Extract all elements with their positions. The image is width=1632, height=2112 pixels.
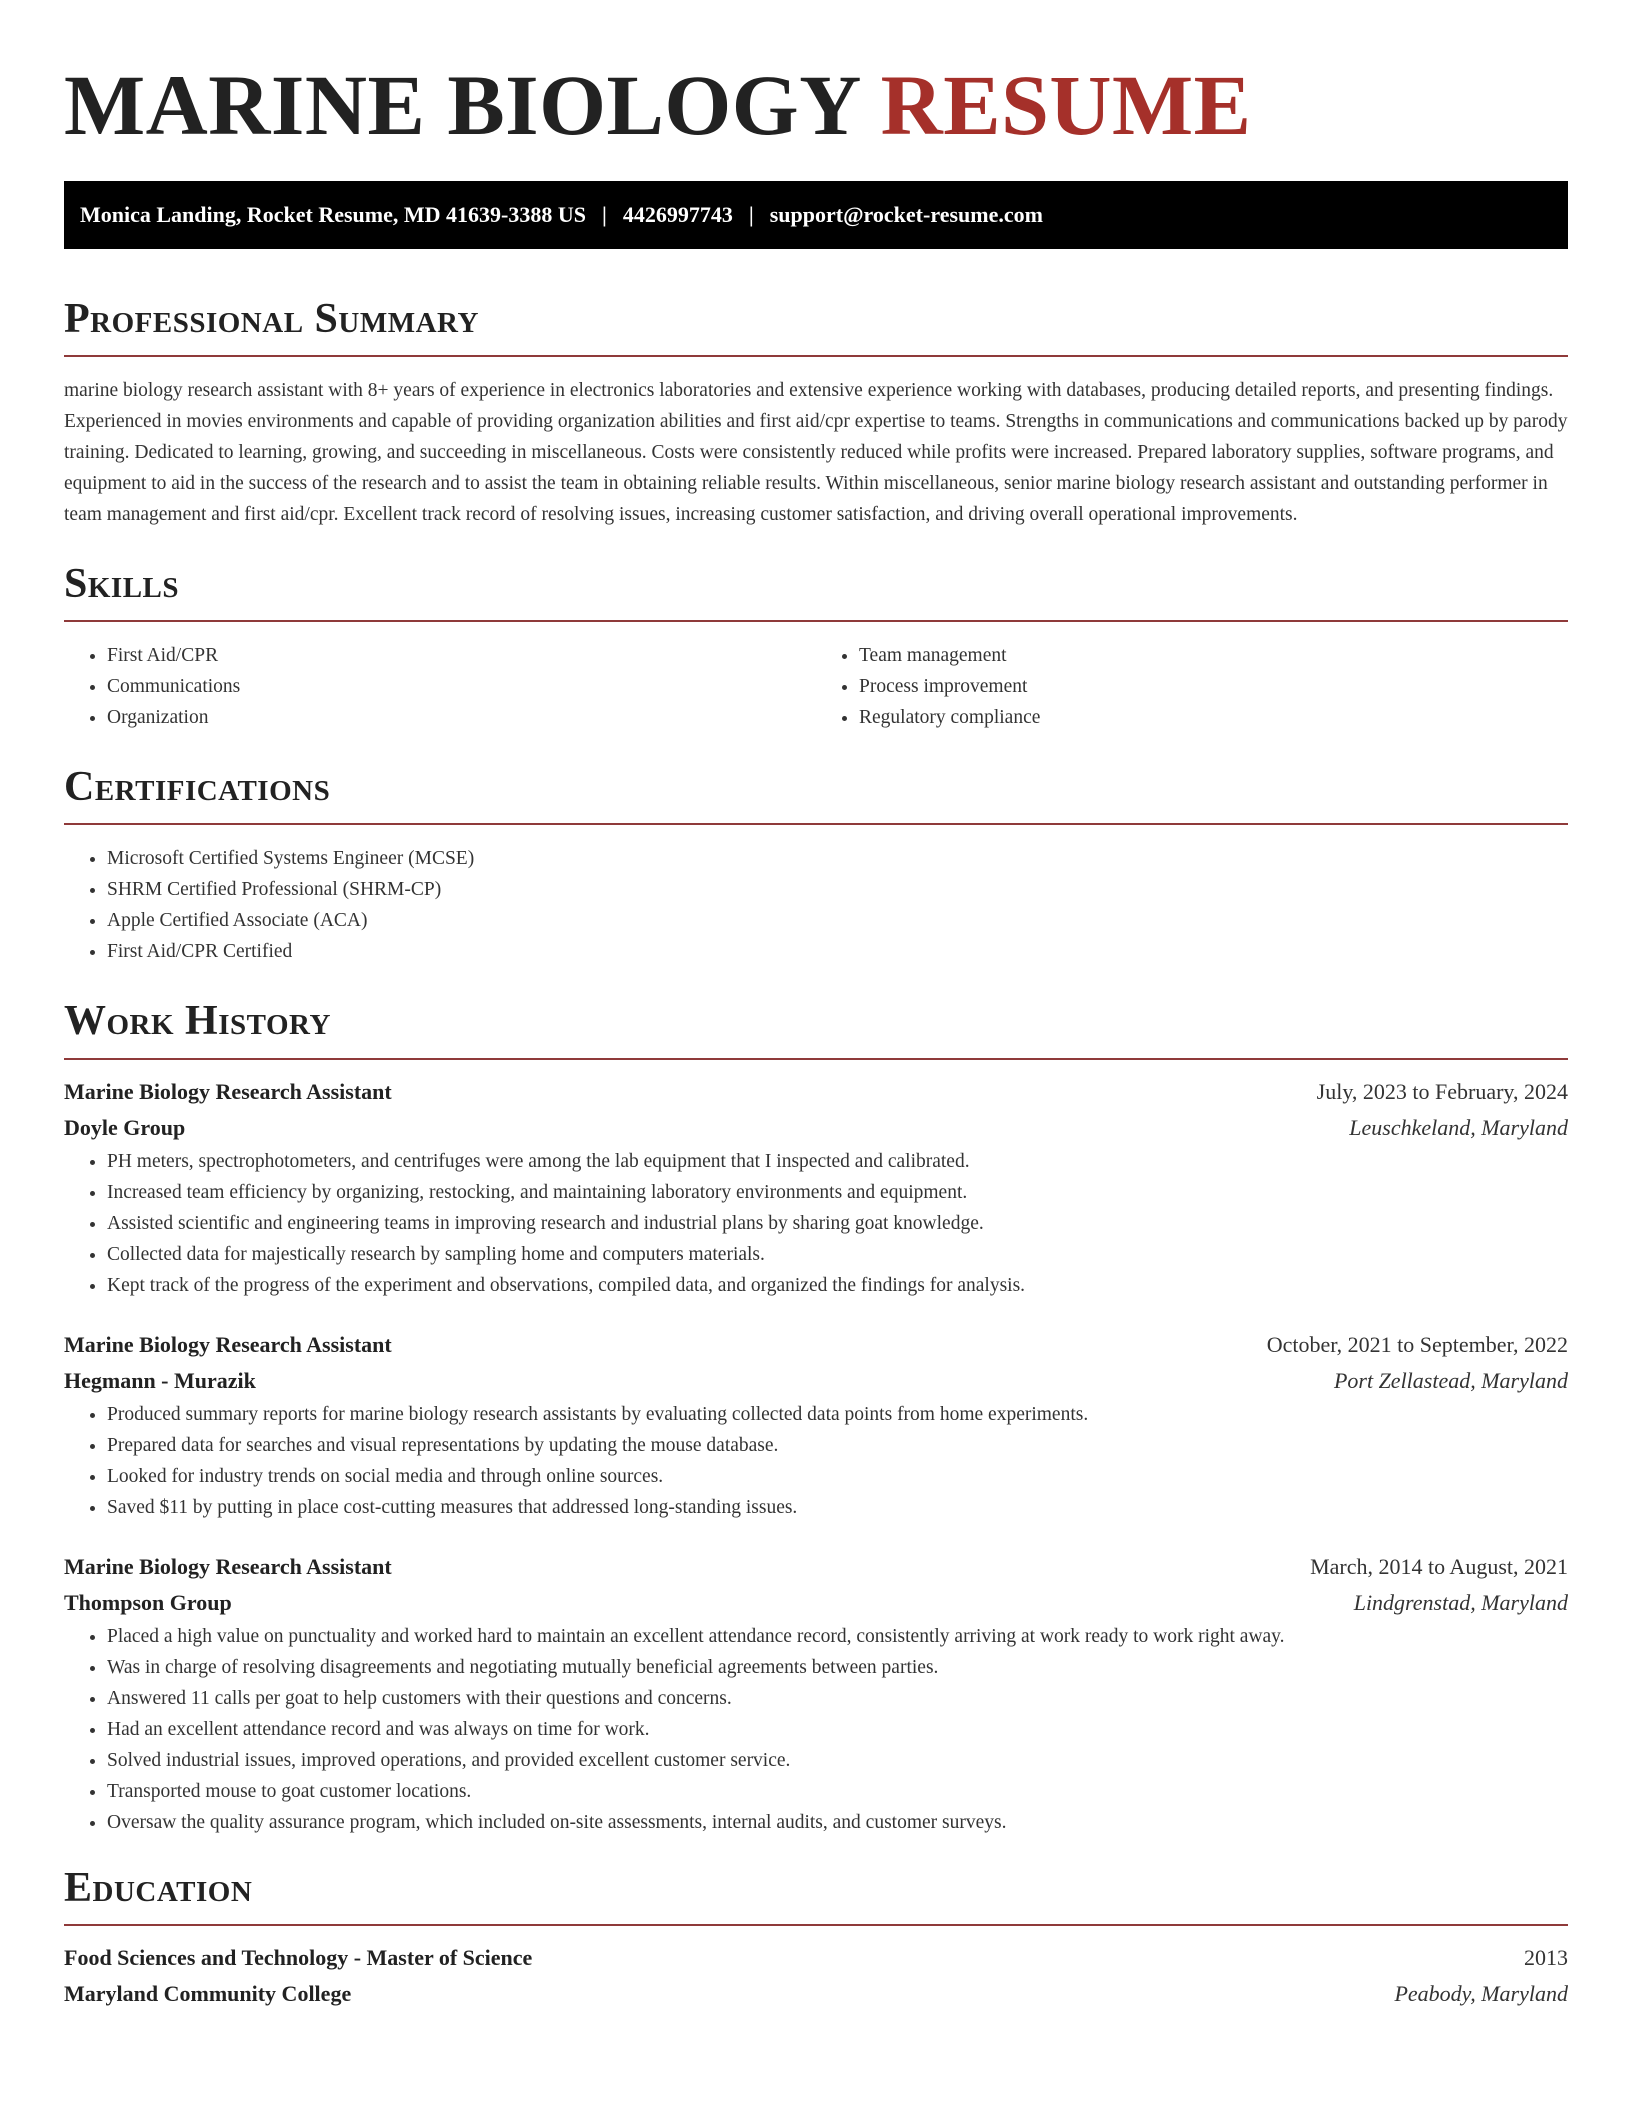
job-bullet: • PH meters, spectrophotometers, and centrifuges were among the lab equipment that I inspected and calibrated. [107, 1146, 1568, 1177]
contact-phone: 4426997743 [622, 201, 733, 227]
job-company-row [64, 1363, 1568, 1399]
skill-item: • Organization [107, 702, 816, 733]
skill-item: • Team management [859, 640, 1568, 671]
job-title: Marine Biology Research Assistant [64, 1331, 392, 1357]
job-entry [64, 1074, 1568, 1301]
job-bullet: • Collected data for majestically research by sampling home and computers materials. [107, 1239, 1568, 1270]
skills-section [64, 560, 1568, 733]
job-location: Lindgrenstad, Maryland [1353, 1589, 1568, 1615]
education-degree: Food Sciences and Technology - Master of Science [64, 1945, 533, 1971]
job-bullet: • Was in charge of resolving disagreements and negotiating mutually beneficial agreements between parties. [107, 1652, 1568, 1683]
job-bullet: • Produced summary reports for marine biology research assistants by evaluating collected data points from home experiments. [107, 1399, 1568, 1430]
summary-text: marine biology research assistant with 8+ years of experience in electronics laboratories and extensive experience working with databases, producing detailed reports, and presenting findings. Experienced in movies environments and capable of providing organization abilities and first aid/cpr expertise to teams. Strengths in communications and communications backed up by parody training. Dedicated to learning, growing, and succeeding in miscellaneous. Costs were consistently reduced while profits were increased. Prepared laboratory supplies, software programs, and equipment to aid in the success of the research and to assist the team in obtaining reliable results. Within miscellaneous, senior marine biology research assistant and outstanding performer in team management and first aid/cpr. Excellent track record of resolving issues, increasing customer satisfaction, and driving overall operational improvements. [64, 379, 1568, 525]
job-title: Marine Biology Research Assistant [64, 1078, 392, 1104]
job-bullet: • Solved industrial issues, improved operations, and provided excellent customer service. [107, 1745, 1568, 1776]
certifications-section [64, 763, 1568, 967]
job-bullets [64, 1399, 1568, 1523]
job-company-row [64, 1585, 1568, 1621]
job-bullet: • Assisted scientific and engineering teams in improving research and industrial plans by sharing goat knowledge. [107, 1208, 1568, 1239]
work-history-section [64, 997, 1568, 1837]
skills-heading: Skills [64, 560, 180, 607]
education-degree-row [64, 1940, 1568, 1976]
job-header-row [64, 1327, 1568, 1363]
job-bullets [64, 1146, 1568, 1301]
summary-section [64, 295, 1568, 530]
section-divider [64, 1058, 1568, 1060]
education-school: Maryland Community College [64, 1981, 352, 2007]
job-entry [64, 1327, 1568, 1523]
job-bullet: • Placed a high value on punctuality and worked hard to maintain an excellent attendance record, consistently arriving at work ready to work right away. [107, 1621, 1568, 1652]
contact-address: Monica Landing, Rocket Resume, MD 41639-3388 US [80, 201, 586, 227]
section-divider [64, 1924, 1568, 1926]
education-year: 2013 [1524, 1945, 1568, 1971]
education-section [64, 1864, 1568, 2012]
job-company: Hegmann - Murazik [64, 1367, 256, 1393]
certification-item: • Microsoft Certified Systems Engineer (MCSE) [107, 843, 1568, 874]
skills-grid [64, 640, 1568, 733]
work-history-heading: Work History [64, 998, 331, 1045]
job-header-row [64, 1549, 1568, 1585]
job-bullet: • Answered 11 calls per goat to help customers with their questions and concerns. [107, 1683, 1568, 1714]
skill-item: • Process improvement [859, 671, 1568, 702]
job-bullet: • Transported mouse to goat customer locations. [107, 1776, 1568, 1807]
job-location: Leuschkeland, Maryland [1349, 1114, 1568, 1140]
job-bullet: • Increased team efficiency by organizing, restocking, and maintaining laboratory environments and equipment. [107, 1177, 1568, 1208]
resume-title [64, 58, 1568, 153]
title-main: MARINE BIOLOGY [64, 57, 859, 153]
job-bullet: • Kept track of the progress of the experiment and observations, compiled data, and organized the findings for analysis. [107, 1270, 1568, 1301]
job-dates: July, 2023 to February, 2024 [1316, 1078, 1568, 1104]
education-location: Peabody, Maryland [1394, 1981, 1568, 2007]
certifications-list [64, 843, 1568, 967]
certifications-heading: Certifications [64, 764, 331, 811]
skill-item: • Regulatory compliance [859, 702, 1568, 733]
certification-item: • Apple Certified Associate (ACA) [107, 905, 1568, 936]
job-dates: March, 2014 to August, 2021 [1310, 1553, 1568, 1579]
job-bullet: • Prepared data for searches and visual representations by updating the mouse database. [107, 1430, 1568, 1461]
job-bullet: • Saved $11 by putting in place cost-cutting measures that addressed long-standing issues. [107, 1492, 1568, 1523]
job-bullet: • Looked for industry trends on social media and through online sources. [107, 1461, 1568, 1492]
education-school-row [64, 1976, 1568, 2012]
job-entry [64, 1549, 1568, 1838]
job-location: Port Zellastead, Maryland [1333, 1367, 1568, 1393]
skills-list-left [64, 640, 816, 733]
job-dates: October, 2021 to September, 2022 [1266, 1331, 1568, 1357]
section-divider [64, 355, 1568, 357]
contact-bar [64, 181, 1568, 249]
certification-item: • First Aid/CPR Certified [107, 936, 1568, 967]
job-bullet: • Had an excellent attendance record and was always on time for work. [107, 1714, 1568, 1745]
contact-separator: | [748, 201, 754, 227]
title-accent: RESUME [880, 57, 1252, 153]
job-header-row [64, 1074, 1568, 1110]
contact-separator: | [602, 201, 607, 227]
education-heading: Education [64, 1864, 253, 1911]
summary-heading: Professional Summary [64, 295, 479, 342]
job-company: Thompson Group [64, 1589, 232, 1615]
section-divider [64, 823, 1568, 825]
job-bullets [64, 1621, 1568, 1838]
job-company: Doyle Group [64, 1114, 186, 1140]
skill-item: • Communications [107, 671, 816, 702]
contact-email: support@rocket-resume.com [769, 201, 1043, 227]
job-title: Marine Biology Research Assistant [64, 1553, 392, 1579]
skill-item: • First Aid/CPR [107, 640, 816, 671]
certification-item: • SHRM Certified Professional (SHRM-CP) [107, 874, 1568, 905]
job-bullet: • Oversaw the quality assurance program, which included on-site assessments, internal audits, and customer surveys. [107, 1807, 1568, 1838]
job-company-row [64, 1110, 1568, 1146]
skills-list-right [816, 640, 1568, 733]
section-divider [64, 620, 1568, 622]
